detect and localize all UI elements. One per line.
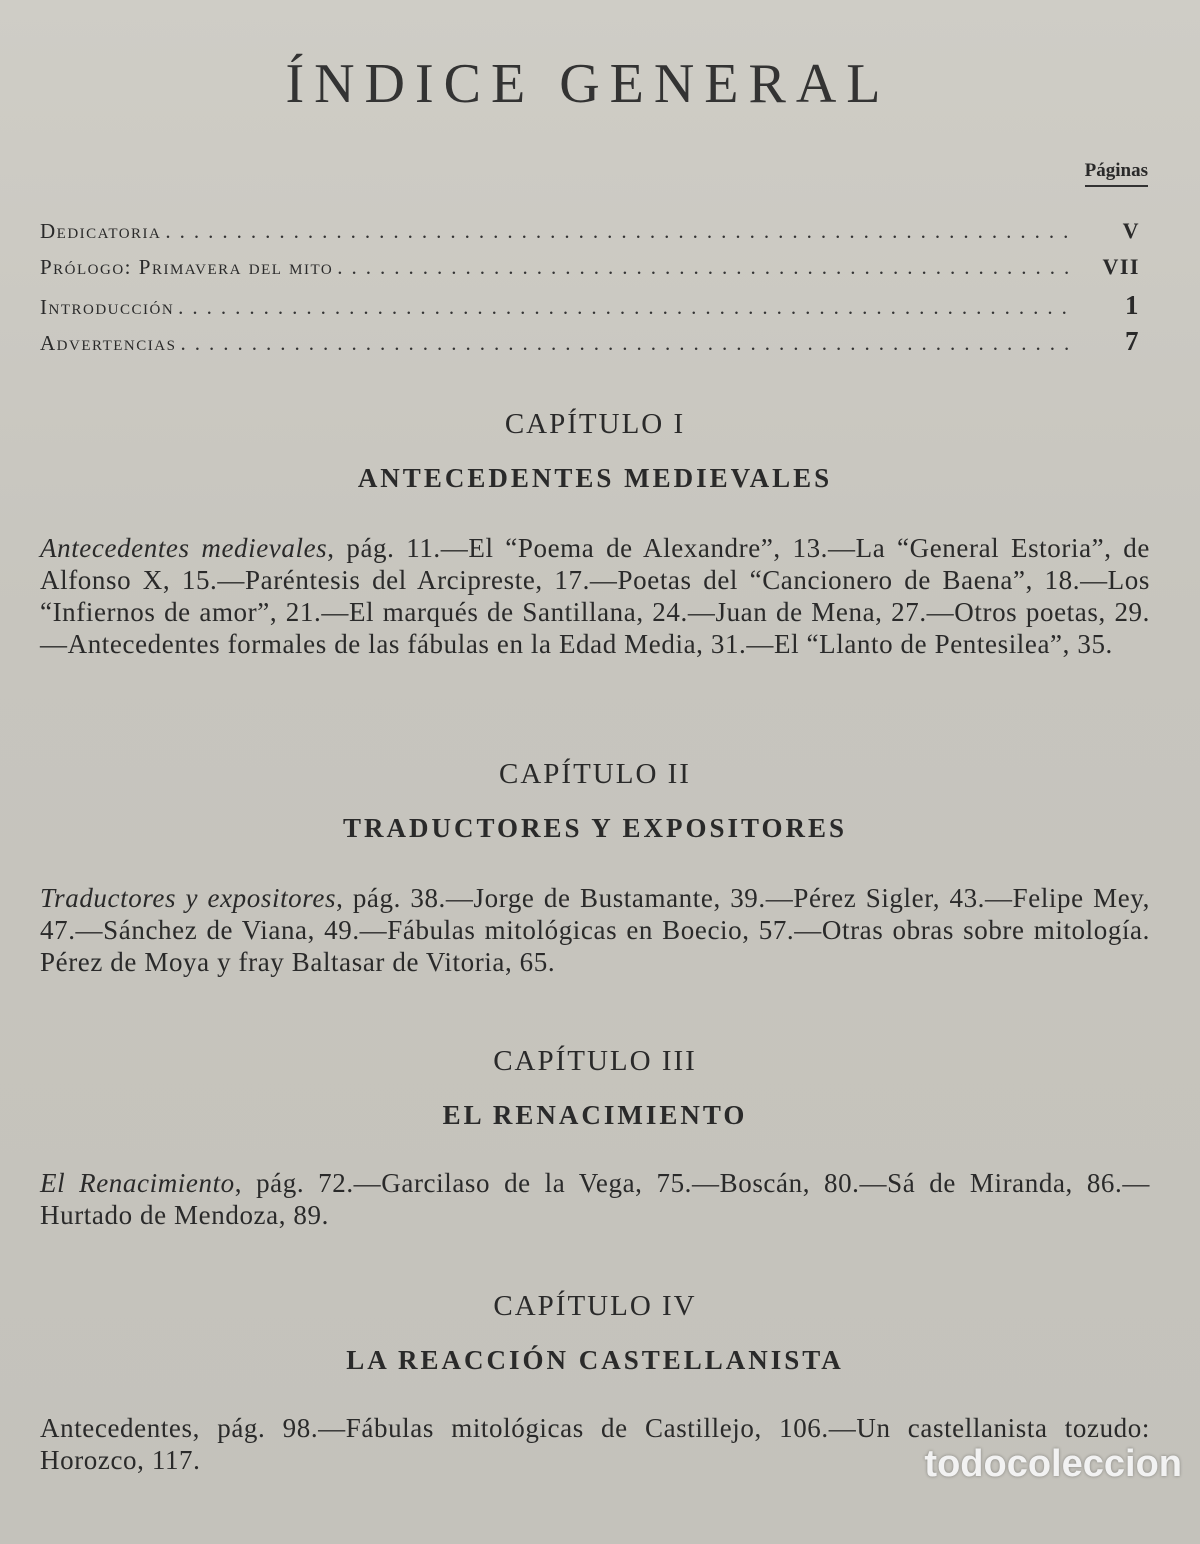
chapter-2 [40,758,1150,978]
front-matter-label: Prólogo: Primavera del mito [40,255,334,279]
chapter-summary [40,882,1150,978]
front-matter-label: Introducción [40,295,175,319]
chapter-number: CAPÍTULO I [504,408,686,440]
front-matter-page: 1 [1125,290,1140,320]
front-matter-page: VII [1102,254,1140,279]
chapter-summary-text: , pág. 72.—Garcilaso de la Vega, 75.—Boscán, 80.—Sá de Miranda, 86.—Hurtado de Mendoza, 89. [40,1168,1150,1230]
front-matter-label: Advertencias [40,331,177,355]
front-matter-list [40,218,1140,362]
chapter-title: EL RENACIMIENTO [442,1100,748,1130]
front-matter-row [40,290,1140,326]
front-matter-page: V [1122,218,1140,243]
front-matter-label: Dedicatoria [40,219,162,243]
leader-dots [178,295,1076,320]
chapter-title: TRADUCTORES Y EXPOSITORES [342,813,848,843]
chapter-summary-text: , pág. 38.—Jorge de Bustamante, 39.—Pérez Sigler, 43.—Felipe Mey, 47.—Sánchez de Viana, 49.—Fábulas mitológicas en Boecio, 57.—Otras obras sobre mitología. Pérez de Moya y fray Baltasar de Vitoria, 65. [40,883,1150,977]
front-matter-row [40,254,1140,290]
chapter-number: CAPÍTULO II [499,758,691,790]
pages-column-header: Páginas [1085,160,1148,187]
front-matter-page: 7 [1125,326,1140,356]
chapter-summary-lead: Traductores y expositores [40,883,337,913]
chapter-number: CAPÍTULO IV [493,1290,697,1322]
chapter-summary-lead: Antecedentes medievales [40,533,328,563]
chapter-title: LA REACCIÓN CASTELLANISTA [346,1345,844,1375]
chapter-summary-lead: El Renacimiento [40,1168,235,1198]
page-title: ÍNDICE GENERAL [285,53,891,115]
watermark-logo: todocoleccion [924,1443,1182,1485]
chapter-1 [40,408,1150,660]
leader-dots [165,219,1076,244]
chapter-summary-text: , pág. 11.—El “Poema de Alexandre”, 13.—La “General Estoria”, de Alfonso X, 15.—Paréntesis del Arcipreste, 17.—Poetas del “Cancionero de Baena”, 18.—Los “Infiernos de amor”, 21.—El marqués de Santillana, 24.—Juan de Mena, 27.—Otros poetas, 29.—Antecedentes formales de las fábulas en la Edad Media, 31.—El “Llanto de Pentesilea”, 35. [40,533,1150,659]
leader-dots [180,331,1076,356]
chapter-3 [40,1045,1150,1231]
leader-dots [337,255,1076,280]
chapter-summary [40,532,1150,660]
front-matter-row [40,326,1140,362]
chapter-number: CAPÍTULO III [493,1045,697,1077]
chapter-summary [40,1167,1150,1231]
chapter-summary-text: Antecedentes, pág. 98.—Fábulas mitológicas de Castillejo, 106.—Un castellanista tozudo: Horozco, 117. [40,1413,1150,1475]
chapter-title: ANTECEDENTES MEDIEVALES [357,463,833,493]
front-matter-row [40,218,1140,254]
